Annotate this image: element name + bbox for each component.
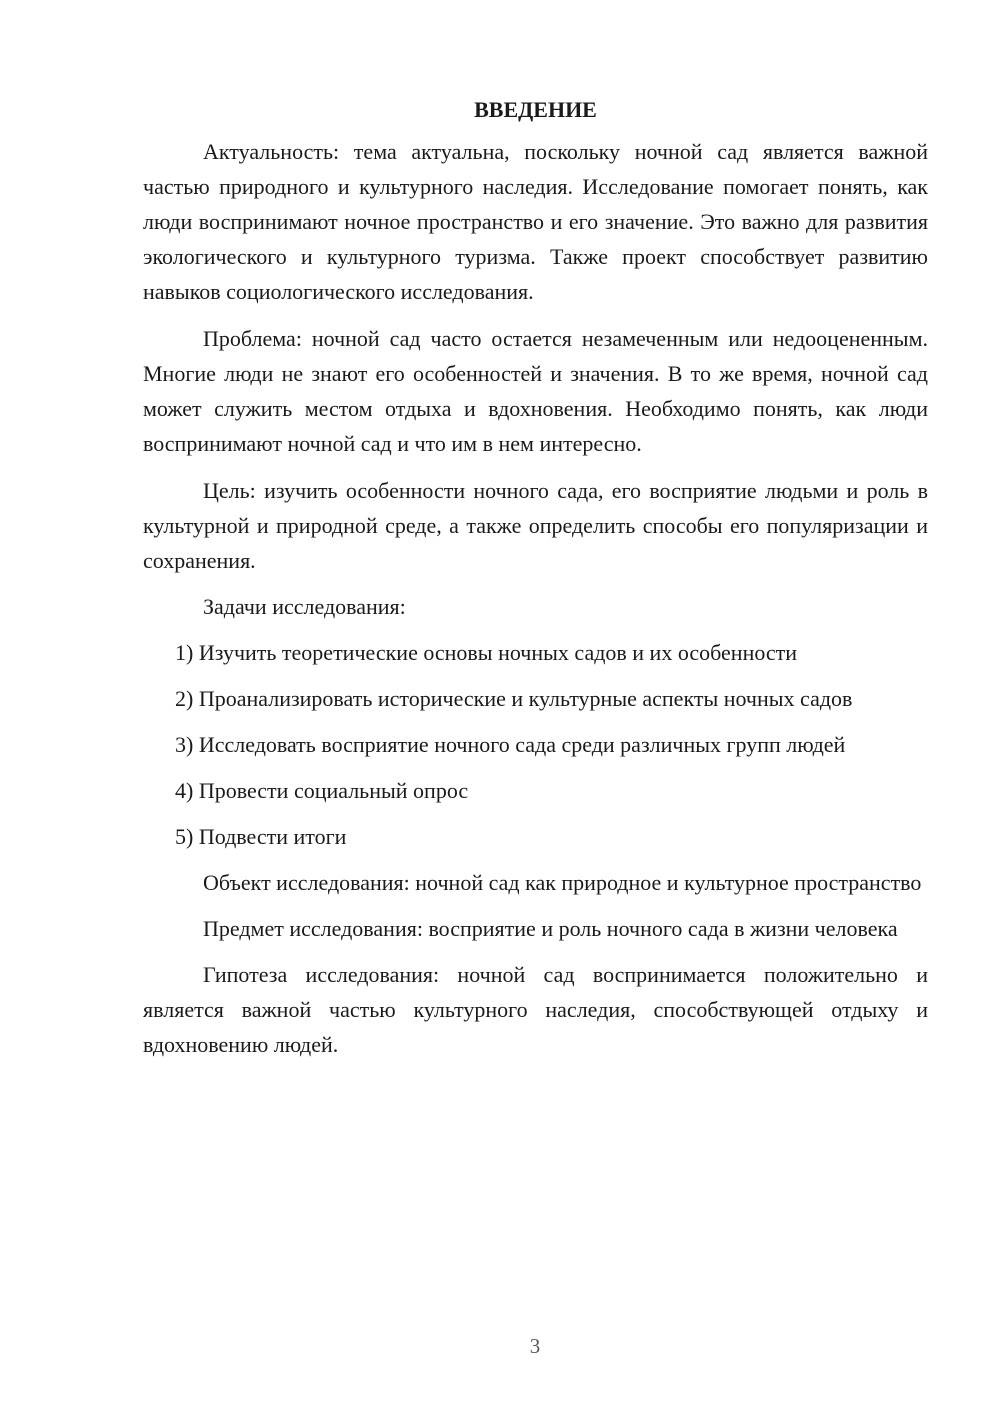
hypothesis-paragraph: Гипотеза исследования: ночной сад воспринимается положительно и является важной частью культурного наследия, способствующей отдыху и вдохновению людей. — [143, 962, 928, 1057]
task-item: 4) Провести социальный опрос — [175, 778, 469, 803]
relevance-paragraph: Актуальность: тема актуальна, поскольку ночной сад является важной частью природного и культурного наследия. Исследование помогает понять, как люди воспринимают ночное пространство и его значение. Это важно для развития экологического и культурного туризма. Также проект способствует развитию навыков социологического исследования. — [143, 139, 928, 304]
tasks-heading: Задачи исследования: — [203, 594, 406, 619]
task-item: 3) Исследовать восприятие ночного сада среди различных групп людей — [175, 732, 846, 757]
subject-paragraph: Предмет исследования: восприятие и роль ночного сада в жизни человека — [203, 916, 898, 941]
page-number: 3 — [529, 1334, 541, 1358]
problem-paragraph: Проблема: ночной сад часто остается незамеченным или недооцененным. Многие люди не знают его особенностей и значения. В то же время, ночной сад может служить местом отдыха и вдохновения. Необходимо понять, как люди воспринимают ночной сад и что им в нем интересно. — [143, 326, 928, 456]
goal-paragraph: Цель: изучить особенности ночного сада, его восприятие людьми и роль в культурной и природной среде, а также определить способы его популяризации и сохранения. — [143, 478, 928, 573]
task-item: 1) Изучить теоретические основы ночных садов и их особенности — [175, 640, 798, 665]
document-page — [143, 92, 928, 1062]
task-item: 5) Подвести итоги — [175, 824, 347, 849]
section-title: ВВЕДЕНИЕ — [474, 97, 597, 122]
object-paragraph: Объект исследования: ночной сад как природное и культурное пространство — [203, 870, 922, 895]
task-item: 2) Проанализировать исторические и культурные аспекты ночных садов — [175, 686, 853, 711]
